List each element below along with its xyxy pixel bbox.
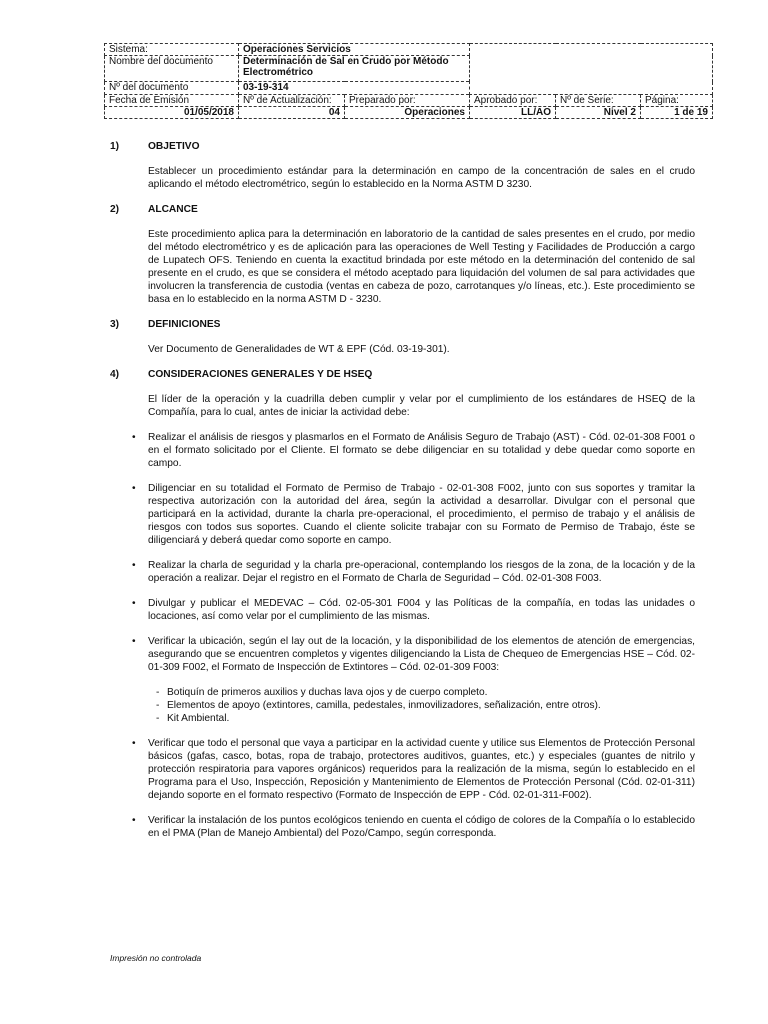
list-item [110,482,695,547]
list-item [110,814,695,840]
page-label: Página: [641,95,713,107]
section-title: OBJETIVO [148,141,200,152]
update-number-label: Nº de Actualización: [239,95,345,107]
section-heading-objetivo [110,140,695,153]
list-item-text: Verificar la instalación de los puntos ecológicos teniendo en cuenta el código de colores de la Compañía o lo establecido en el PMA (Plan de Manejo Ambiental) del Pozo/Campo, según corresponda. [148,815,695,839]
list-item [110,559,695,585]
sistema-value: Operaciones Servicios [239,44,470,56]
dash-icon: - [156,687,160,698]
list-item [110,635,695,674]
sub-list [148,686,695,725]
sistema-label: Sistema: [105,44,239,56]
document-number-label: Nº del documento [105,82,239,95]
document-number-value: 03-19-314 [239,82,470,95]
section-number: 2) [110,204,120,215]
list-item-text: Verificar que todo el personal que vaya a participar en la actividad cuente y utilice sus Elementos de Protección Personal básicos (gafas, casco, botas, ropa de trabajo, protectores auditivos, guantes, etc.) y especiales (guantes de nitrilo y protección respiratoria para vapores orgánicos) requeridos para la realización de la misma, según lo establecido en el Programa para el Uso, Inspección, Reposición y Mantenimiento de Elementos de Protección Personal (Cód. 02-01-311) dejando soporte en el formato respectivo (Formato de Inspección de EPP - Cód. 02-01-311-F002). [148,738,695,801]
section-title: CONSIDERACIONES GENERALES Y DE HSEQ [148,369,373,380]
section-heading-alcance [110,203,695,216]
section-paragraph: Ver Documento de Generalidades de WT & EPF (Cód. 03-19-301). [148,344,450,355]
update-number-value: 04 [239,107,345,119]
list-item [110,597,695,623]
document-name-label: Nombre del documento [105,56,239,82]
document-header-table [104,43,713,119]
prepared-by-label: Preparado por: [345,95,470,107]
serial-label: Nº de Serie: [556,95,641,107]
bullet-icon: • [132,560,136,571]
issue-date-value: 01/05/2018 [105,107,239,119]
sub-list-item-text: Elementos de apoyo (extintores, camilla, pedestales, inmovilizadores, señalización, entre otros). [167,700,601,711]
list-item [110,737,695,802]
list-item-text: Verificar la ubicación, según el lay out de la locación, y la disponibilidad de los elementos de atención de emergencias, asegurando que se encuentren completos y vigentes diligenciando la Lista de Chequeo de Emergencias HSE – Cód. 02-01-309 F002, el Formato de Inspección de Extintores – Cód. 02-01-309 F003: [148,636,695,673]
section-paragraph: Este procedimiento aplica para la determinación en laboratorio de la cantidad de sales presentes en el crudo, por medio del método electrométrico y es de aplicación para las operaciones de Well Testing y Facilidades de Producción a cargo de Lupatech OFS. Teniendo en cuenta la exactitud brindada por este método en la determinación del contenido de sal presente en el crudo, es que se considera el método aceptado para liquidación del volumen de sal para actividades que involucren la transferencia de custodia (ventas en cabeza de pozo, carrotanques y/o líneas, etc.). Este procedimiento se basa en lo establecido en la norma ASTM D - 3230. [148,229,695,305]
list-item [110,431,695,470]
section-number: 4) [110,369,120,380]
document-name-value: Determinación de Sal en Crudo por Método Electrométrico [239,56,470,82]
document-body [110,140,695,852]
bullet-icon: • [132,432,136,443]
sub-list-item [148,712,695,725]
sub-list-item-text: Botiquín de primeros auxilios y duchas lava ojos y de cuerpo completo. [167,687,488,698]
bullet-icon: • [132,636,136,647]
approved-by-value: LL/AO [470,107,556,119]
section-number: 1) [110,141,120,152]
section-number: 3) [110,319,120,330]
list-item-text: Diligenciar en su totalidad el Formato de Permiso de Trabajo - 02-01-308 F002, junto con sus soportes y tramitar la respectiva autorización con la autoridad del área, según la actividad a desarrollar. Divulgar con el personal que participará en la actividad, durante la charla pre-operacional, el procedimiento, el permiso de trabajo y el análisis de riesgos con todos sus soportes. Cuando el cliente solicite trabajar con su Formato de Permiso de Trabajo, éste se diligenciará y deberá quedar como soporte en campo. [148,483,695,546]
section-paragraph: El líder de la operación y la cuadrilla deben cumplir y velar por el cumplimiento de los estándares de HSEQ de la Compañía, para lo cual, antes de iniciar la actividad debe: [148,394,695,418]
bullet-icon: • [132,598,136,609]
footer-note: Impresión no controlada [110,953,202,963]
bullet-icon: • [132,738,136,749]
serial-value: Nivel 2 [556,107,641,119]
section-heading-definiciones [110,318,695,331]
sub-list-item-text: Kit Ambiental. [167,713,230,724]
logo-area [470,44,713,95]
approved-by-label: Aprobado por: [470,95,556,107]
issue-date-label: Fecha de Emisión [105,95,239,107]
list-item-text: Divulgar y publicar el MEDEVAC – Cód. 02-05-301 F004 y las Políticas de la compañía, en todas las unidades o locaciones, así como velar por el cumplimiento de las mismas. [148,598,695,622]
section-paragraph: Establecer un procedimiento estándar para la determinación en campo de la concentración de sales en el crudo aplicando el método electrométrico, según lo establecido en la Norma ASTM D 3230. [148,166,695,190]
section-heading-consideraciones [110,368,695,381]
dash-icon: - [156,700,160,711]
bullet-icon: • [132,815,136,826]
bullet-icon: • [132,483,136,494]
prepared-by-value: Operaciones [345,107,470,119]
list-item-text: Realizar el análisis de riesgos y plasmarlos en el Formato de Análisis Seguro de Trabajo (AST) - Cód. 02-01-308 F001 o en el formato solicitado por el Cliente. El formato se debe diligenciar en su totalidad y debe quedar como soporte en campo. [148,432,695,469]
dash-icon: - [156,713,160,724]
section-title: ALCANCE [148,204,198,215]
sub-list-item [148,686,695,699]
list-item-text: Realizar la charla de seguridad y la charla pre-operacional, contemplando los riesgos de la zona, de la locación y de la operación a realizar. Dejar el registro en el Formato de Charla de Seguridad – Cód. 02-01-308 F003. [148,560,695,584]
page-number-value: 1 de 19 [641,107,713,119]
sub-list-item [148,699,695,712]
section-title: DEFINICIONES [148,319,221,330]
